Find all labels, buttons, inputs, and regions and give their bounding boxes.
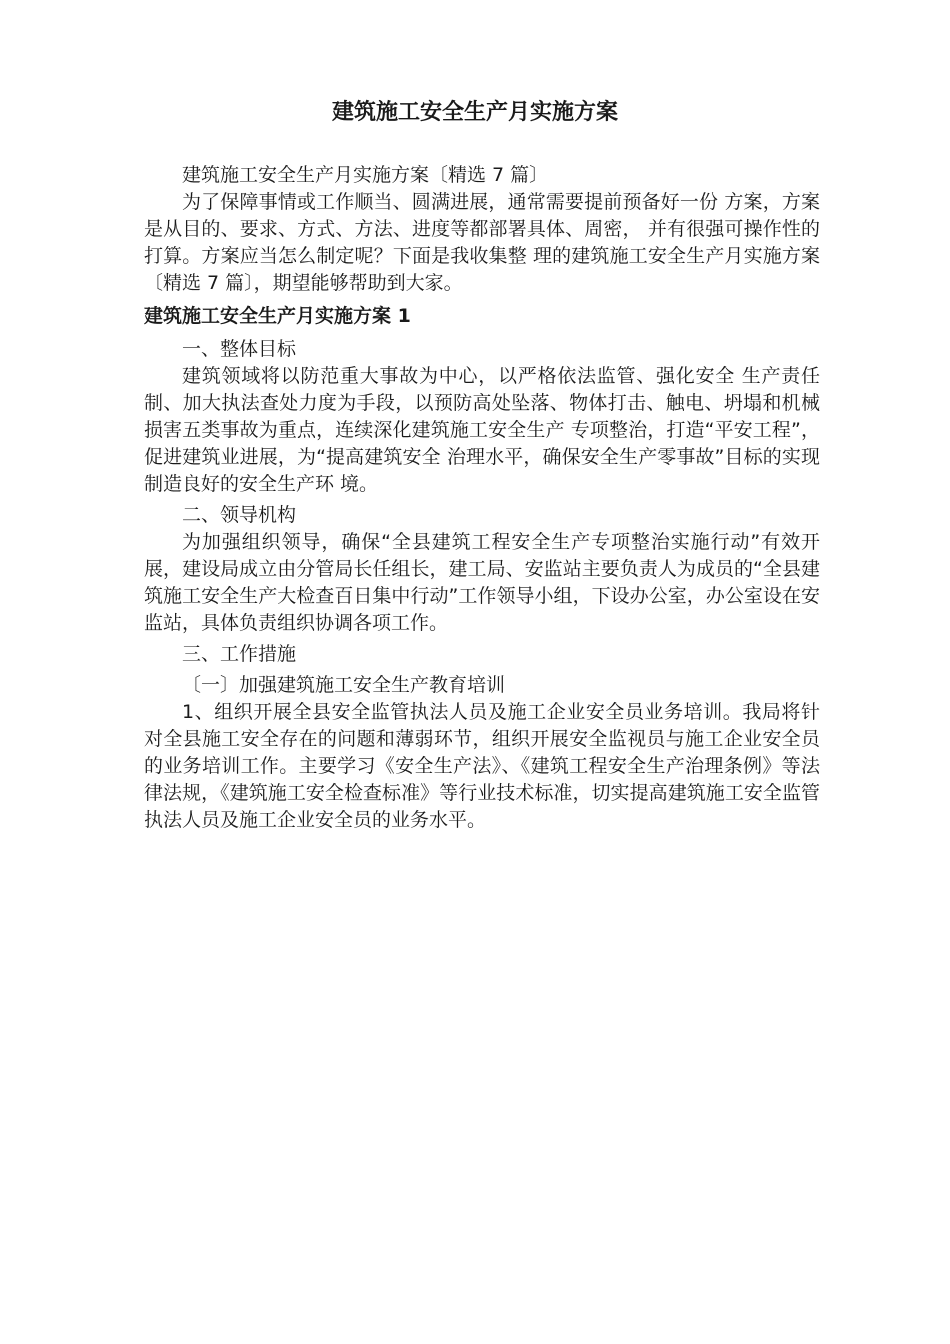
goals-paragraph: 建筑领域将以防范重大事故为中心，以严格依法监管、强化安全 生产责任制、加大执法查处力度为手段，以预防高处坠落、物体打击、触电、坍塌和机械损害五类事故为重点，连续深化建筑施工安全生产 专项整治，打造“平安工程”，促进建筑业进展，为“提高建筑安全 治理水平，确保安全生产零事故”目标的实现制造良好的安全生产环 境。 bbox=[144, 365, 820, 495]
document-subtitle: 建筑施工安全生产月实施方案〔精选 7 篇〕 bbox=[182, 164, 549, 186]
document-title: 建筑施工安全生产月实施方案 bbox=[331, 100, 618, 125]
document-body bbox=[144, 162, 820, 834]
heading-measures: 三、工作措施 bbox=[182, 643, 297, 665]
section-title: 建筑施工安全生产月实施方案 1 bbox=[144, 305, 411, 327]
subheading-training: 〔一〕加强建筑施工安全生产教育培训 bbox=[182, 674, 506, 696]
heading-goals: 一、整体目标 bbox=[182, 338, 297, 360]
heading-leadership: 二、领导机构 bbox=[182, 504, 297, 526]
intro-paragraph: 为了保障事情或工作顺当、圆满进展，通常需要提前预备好一份 方案，方案是从目的、要求、方式、方法、进度等都部署具体、周密， 并有很强可操作性的打算。方案应当怎么制定呢？下面是我收集整 理的建筑施工安全生产月实施方案〔精选 7 篇〕，期望能够帮助到大家。 bbox=[144, 191, 820, 294]
leadership-paragraph: 为加强组织领导，确保“全县建筑工程安全生产专项整治实施行动”有效开展，建设局成立由分管局长任组长，建工局、安监站主要负责人为成员的“全县建筑施工安全生产大检查百日集中行动”工作领导小组，下设办公室，办公室设在安监站，具体负责组织协调各项工作。 bbox=[144, 531, 820, 634]
training-paragraph: 1、组织开展全县安全监管执法人员及施工企业安全员业务培训。我局将针对全县施工安全存在的问题和薄弱环节，组织开展安全监视员与施工企业安全员的业务培训工作。主要学习《安全生产法》、《建筑工程安全生产治理条例》等法律法规，《建筑施工安全检查标准》等行业技术标准，切实提高建筑施工安全监管执法人员及施工企业安全员的业务水平。 bbox=[144, 701, 820, 831]
